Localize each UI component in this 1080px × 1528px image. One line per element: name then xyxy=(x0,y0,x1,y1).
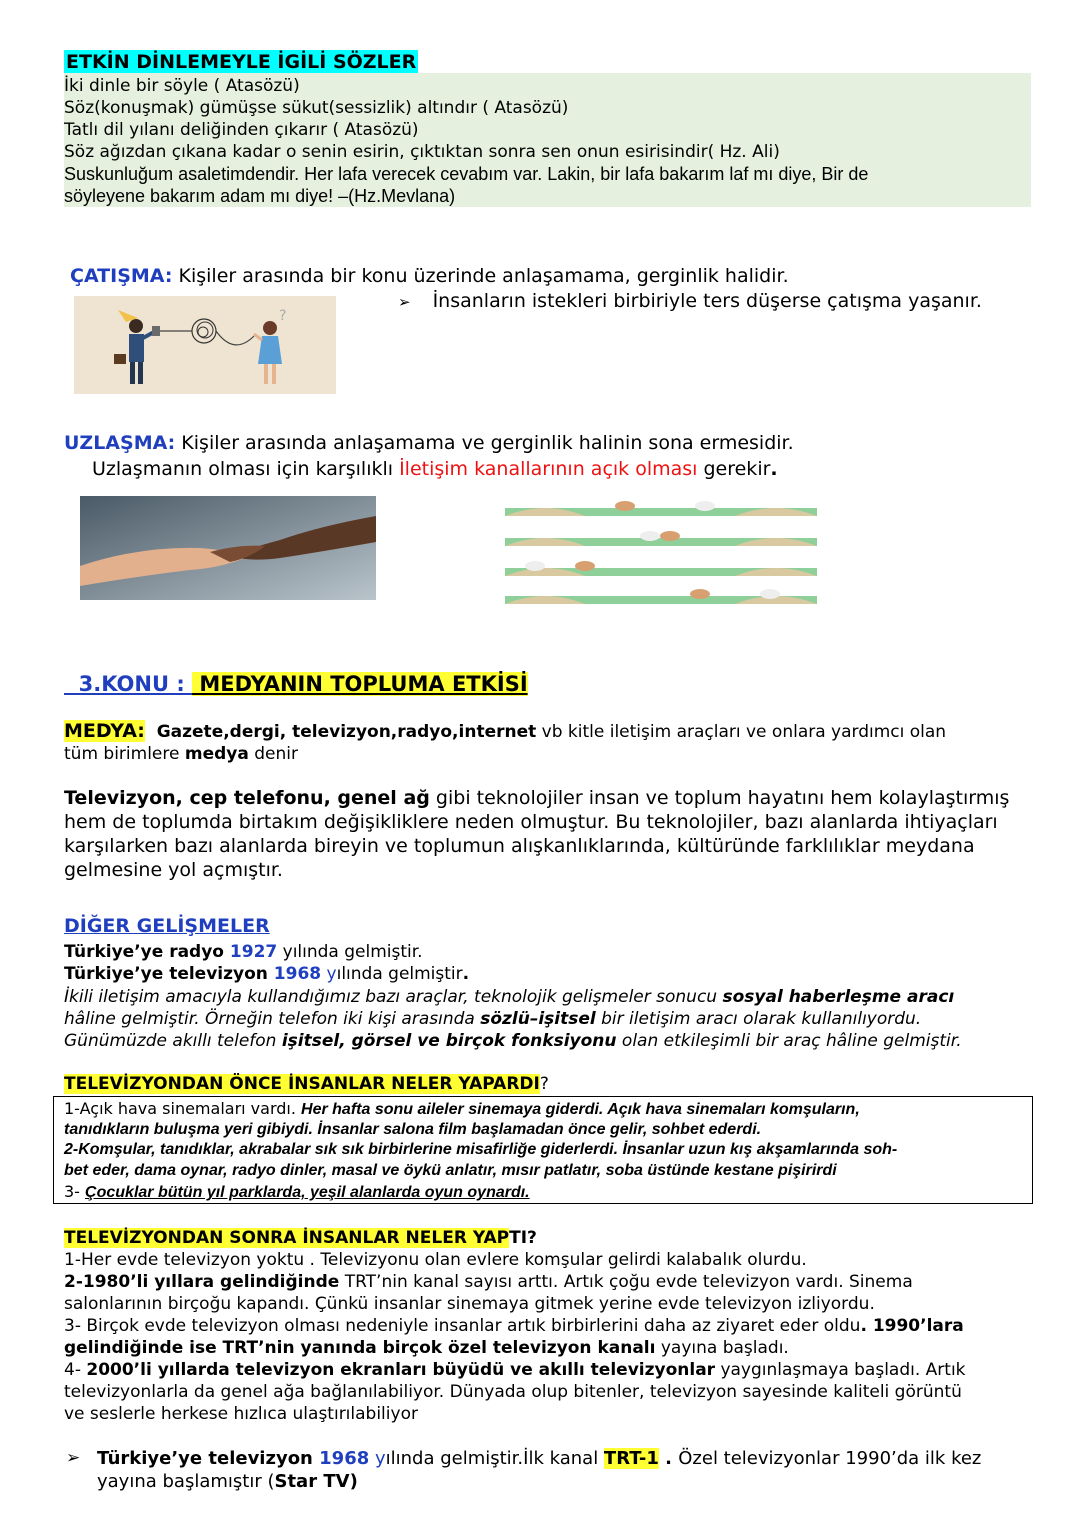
medya-rest: vb kitle iletişim araçları ve onlara yardımcı olan xyxy=(536,722,947,742)
uzlasma-definition xyxy=(64,430,794,456)
final-fact-bold: Türkiye’ye televizyon xyxy=(97,1448,320,1469)
medya-line2-bold: medya xyxy=(184,744,249,764)
tv-sonrasi-line-4 xyxy=(64,1315,964,1337)
tv-sonrasi-title-end: TI? xyxy=(509,1228,537,1248)
arrow-bullet-icon: ➢ xyxy=(398,293,411,311)
catisma-text: Kişiler arasında bir konu üzerinde anlaşamama, gerginlik halidir. xyxy=(172,265,789,287)
tv-oncesi-line-1-bold: Her hafta sonu aileler sinemaya giderdi. Açık hava sinemaları komşuların, xyxy=(301,1101,860,1118)
radio-year: 1927 xyxy=(229,942,278,962)
tv-fact xyxy=(64,963,469,985)
tv-oncesi-line-1-start: 1-Açık hava sinemaları vardı. xyxy=(64,1099,302,1118)
tv-oncesi-qmark: ? xyxy=(539,1074,549,1094)
catisma-bullet xyxy=(398,288,982,315)
arrow-bullet-icon: ➢ xyxy=(66,1448,81,1468)
uzlasma-label: UZLAŞMA: xyxy=(64,432,176,454)
uzlasma-condition-dot: . xyxy=(770,458,778,480)
tv-sonrasi-line-4-text: 3- Birçok evde televizyon olması nedeniyle insanlar artık birbirlerini daha az ziyaret eder oldu xyxy=(64,1316,861,1336)
italic-line-1-text: İkili iletişim amacıyla kullandığımız bazı araçlar, teknolojik gelişmeler sonucu xyxy=(64,987,723,1007)
italic-line-3-text: Günümüzde akıllı telefon xyxy=(64,1031,282,1051)
tv-oncesi-line-2-text: tanıdıkların buluşma yeri gibiydi. İnsanlar salona film başlamadan önce gelir, sohbet ederdi. xyxy=(64,1121,762,1138)
tv-sonrasi-line-5-rest: yayına başladı. xyxy=(655,1338,789,1358)
catisma-bullet-text: İnsanların istekleri birbiriyle ters düşerse çatışma yaşanır. xyxy=(432,290,982,312)
section-title-etkin-dinleme: ETKİN DİNLEMEYLE İGİLİ SÖZLER xyxy=(66,51,417,73)
quote-line: Söz(konuşmak) gümüşse sükut(sessizlik) altındır ( Atasözü) xyxy=(64,98,569,118)
medya-label: MEDYA: xyxy=(64,720,145,742)
uzlasma-condition xyxy=(92,456,778,482)
section-title-tv-sonrasi xyxy=(64,1227,537,1249)
final-fact-text: ılında gelmiştir.İlk kanal xyxy=(385,1448,604,1469)
catisma-label: ÇATIŞMA: xyxy=(70,265,173,287)
italic-line-1 xyxy=(64,986,954,1008)
catisma-definition xyxy=(70,263,789,289)
uzlasma-condition-end: gerekir xyxy=(697,458,771,480)
quote-line: söyleyene bakarım adam mı diye! –(Hz.Mevlana) xyxy=(64,186,456,206)
tv-fact-y: y xyxy=(321,964,337,984)
quote-line: Suskunluğum asaletimdendir. Her lafa verecek cevabım var. Lakin, bir lafa bakarım laf mı diye, Bir de xyxy=(64,164,869,184)
tv-sonrasi-line-2-rest: TRT’nin kanal sayısı arttı. Artık çoğu evde televizyon vardı. Sinema xyxy=(339,1272,913,1292)
tv-oncesi-line-2 xyxy=(64,1118,761,1140)
technology-paragraph-text: gibi teknolojiler insan ve toplum hayatını hem kolaylaştırmış hem de toplumda birtakım değişikliklere neden olmuştur. Bu teknolojiler, bazı alanlarda ihtiyaçları karşılarken bazı alanlarda bireyin ve toplumun alışkanlıklarında, kültüründe farklılıklar meydana gelmesine yol açmıştır. xyxy=(64,787,1010,881)
technology-paragraph xyxy=(64,786,1034,882)
conflict-illustration-icon xyxy=(74,296,336,394)
tv-sonrasi-line-5 xyxy=(64,1337,789,1359)
tv-oncesi-line-5-start: 3- xyxy=(64,1182,86,1201)
star-tv: Star TV xyxy=(274,1471,350,1492)
tv-oncesi-line-5-bold: Çocuklar bütün yıl parklarda, yeşil alanlarda oyun oynardı. xyxy=(85,1184,530,1201)
radio-fact-bold: Türkiye’ye radyo xyxy=(64,942,230,962)
final-fact-y: y xyxy=(369,1448,386,1469)
tv-oncesi-box xyxy=(53,1096,1033,1204)
final-year: 1968 xyxy=(319,1448,370,1469)
quotes-box xyxy=(64,73,1031,207)
handshake-icon xyxy=(80,496,376,600)
quote-line: İki dinle bir söyle ( Atasözü) xyxy=(64,76,300,96)
technology-paragraph-bold: Televizyon, cep telefonu, genel ağ xyxy=(64,787,430,809)
tv-sonrasi-line-6-bold: 2000’li yıllarda televizyon ekranları büyüdü ve akıllı televizyonlar xyxy=(86,1360,716,1380)
final-fact-line-2 xyxy=(97,1470,358,1493)
trt-1-highlight: TRT-1 xyxy=(603,1448,659,1469)
tv-oncesi-line-3 xyxy=(64,1138,897,1160)
italic-line-2-text: hâline gelmiştir. Örneğin telefon iki kişi arasında xyxy=(64,1009,481,1029)
italic-line-1-bold: sosyal haberleşme aracı xyxy=(722,987,955,1007)
medya-line2-start: tüm birimlere xyxy=(64,744,185,764)
conflict-illustration xyxy=(74,296,336,394)
final-fact-line-1 xyxy=(97,1447,981,1470)
italic-line-2-bold: sözlü–işitsel xyxy=(480,1009,596,1029)
tv-sonrasi-line-5-bold: gelindiğinde ise TRT’nin yanında birçok özel televizyon kanalı xyxy=(64,1338,656,1358)
tv-sonrasi-line-6-start: 4- xyxy=(64,1360,87,1380)
tv-sonrasi-line-1: 1-Her evde televizyon yoktu . Televizyonu olan evlere komşular gelirdi kalabalık olurdu. xyxy=(64,1250,807,1270)
medya-line2-end: denir xyxy=(248,744,298,764)
final-line2-start: yayına başlamıştır ( xyxy=(97,1471,275,1492)
tv-oncesi-title: TELEVİZYONDAN ÖNCE İNSANLAR NELER YAPARDI xyxy=(64,1074,540,1094)
final-line2-end: ) xyxy=(349,1471,358,1492)
tv-oncesi-line-4 xyxy=(64,1159,837,1181)
tv-sonrasi-line-8: ve seslerle herkese hızlıca ulaştırılabiliyor xyxy=(64,1404,418,1424)
tv-oncesi-line-1 xyxy=(64,1098,860,1120)
tv-oncesi-line-5 xyxy=(64,1181,530,1203)
tv-oncesi-line-3-text: 2-Komşular, tanıdıklar, akrabalar sık sık birbirlerine misafirliğe giderlerdi. İnsanlar uzun kış akşamlarında soh- xyxy=(64,1141,898,1158)
tv-sonrasi-line-4-bold: . 1990’lara xyxy=(860,1316,964,1336)
svg-text:?: ? xyxy=(279,308,287,324)
final-fact-sep: . xyxy=(658,1448,679,1469)
goats-bridge-icon xyxy=(505,496,817,612)
radio-fact xyxy=(64,941,423,963)
italic-line-2 xyxy=(64,1008,921,1030)
italic-line-3 xyxy=(64,1030,962,1052)
tv-sonrasi-line-6 xyxy=(64,1359,966,1381)
goats-on-bridge-illustration xyxy=(505,496,817,612)
topic-number: 3.KONU : xyxy=(64,672,193,696)
tv-fact-rest: ılında gelmiştir xyxy=(336,964,463,984)
quote-line: Söz ağızdan çıkana kadar o senin esirin, çıktıktan sonra sen onun esirisindir( Hz. Ali) xyxy=(64,142,780,162)
radio-fact-rest: yılında gelmiştir. xyxy=(277,942,423,962)
topic-title: MEDYANIN TOPLUMA ETKİSİ xyxy=(192,672,528,696)
tv-oncesi-line-4-text: bet eder, dama oynar, radyo dinler, masal ve öykü anlatır, mısır patlatır, soba üstünde kestane pişirirdi xyxy=(64,1162,837,1179)
tv-fact-dot: . xyxy=(462,964,470,984)
italic-line-3-bold: işitsel, görsel ve birçok fonksiyonu xyxy=(281,1031,617,1051)
uzlasma-condition-highlight: İletişim kanallarının açık olması xyxy=(399,458,698,480)
medya-definition xyxy=(64,720,946,743)
section-title-diger: DİĞER GELİŞMELER xyxy=(64,915,270,937)
tv-year: 1968 xyxy=(273,964,322,984)
medya-definition-line2 xyxy=(64,743,298,765)
handshake-photo xyxy=(80,496,376,600)
tv-sonrasi-title: TELEVİZYONDAN SONRA İNSANLAR NELER YAP xyxy=(64,1228,510,1248)
section-title-tv-oncesi xyxy=(64,1073,549,1095)
tv-sonrasi-line-2-bold: 2-1980’li yıllara gelindiğinde xyxy=(64,1272,340,1292)
tv-sonrasi-line-6-rest: yaygınlaşmaya başladı. Artık xyxy=(715,1360,966,1380)
final-fact-end: Özel televizyonlar 1990’da ilk kez xyxy=(678,1448,982,1469)
tv-sonrasi-line-7: televizyonlarla da genel ağa bağlanılabiliyor. Dünyada olup bitenler, televizyon sayesinde kaliteli görüntü xyxy=(64,1382,962,1402)
italic-line-3-end: olan etkileşimli bir araç hâline gelmiştir. xyxy=(616,1031,962,1051)
tv-sonrasi-line-2 xyxy=(64,1271,913,1293)
uzlasma-text: Kişiler arasında anlaşamama ve gerginlik halinin sona ermesidir. xyxy=(175,432,794,454)
medya-items: Gazete,dergi, televizyon,radyo,internet xyxy=(144,722,537,742)
tv-sonrasi-line-3: salonlarının birçoğu kapandı. Çünkü insanlar sinemaya gitmek yerine evde televizyon izliyordu. xyxy=(64,1294,875,1314)
tv-fact-bold: Türkiye’ye televizyon xyxy=(64,964,274,984)
italic-line-2-end: bir iletişim aracı olarak kullanılıyordu. xyxy=(595,1009,922,1029)
topic-heading xyxy=(64,671,528,697)
uzlasma-condition-start: Uzlaşmanın olması için karşılıklı xyxy=(92,458,400,480)
quote-line: Tatlı dil yılanı deliğinden çıkarır ( Atasözü) xyxy=(64,120,419,140)
